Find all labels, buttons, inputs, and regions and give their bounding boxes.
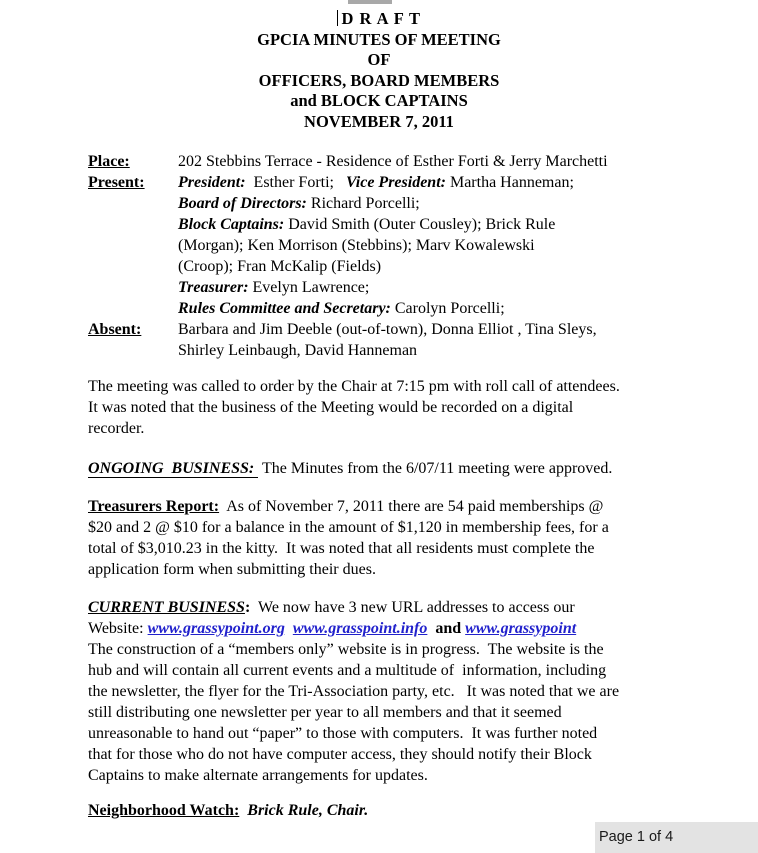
header-line: and BLOCK CAPTAINS <box>290 91 468 110</box>
ongoing-business-section <box>88 458 672 479</box>
present-list <box>178 172 672 319</box>
neighborhood-watch-heading: Neighborhood Watch: <box>88 802 240 819</box>
header-line: GPCIA MINUTES OF MEETING <box>257 29 501 49</box>
paragraph-line: still distributing one newsletter per year to all members and that it seemed <box>88 704 562 721</box>
ongoing-business-heading: ONGOING BUSINESS: <box>88 460 258 478</box>
call-to-order-paragraph <box>88 376 672 439</box>
paragraph-line: unreasonable to hand out “paper” to those with computers. It was further noted <box>88 725 598 742</box>
place-value: 202 Stebbins Terrace - Residence of Esther Forti & Jerry Marchetti <box>178 153 608 170</box>
paragraph-line: It was noted that the business of the Meeting would be recorded on a digital <box>88 399 574 416</box>
absent-line: Shirley Leinbaugh, David Hanneman <box>178 342 418 359</box>
treasurers-report-section: Treasurers Report: As of November 7, 2011 there are 54 paid memberships @ $20 and 2 @ $10 for a balance in the amount of $1,120 in membership fees, for a total of $3,010.23 in the kitty. It was noted that all residents must complete the application form when submitting their dues. <box>88 496 672 580</box>
page-number-label: Page 1 of 4 <box>599 829 674 845</box>
header-line: OFFICERS, BOARD MEMBERS <box>258 70 500 90</box>
website-links-line: Website: www.grassypoint.org www.grasspoint.info and www.grassypoint <box>88 620 577 637</box>
present-line: Block Captains: David Smith (Outer Cousley); Brick Rule <box>178 216 556 233</box>
present-label: Present: <box>88 174 145 191</box>
paragraph-line: that for those who do not have computer access, they should notify their Block <box>88 746 592 763</box>
link-grassypoint[interactable]: www.grassypoint <box>465 620 577 637</box>
neighborhood-watch-chair: Brick Rule, Chair. <box>239 802 369 819</box>
present-line: (Morgan); Ken Morrison (Stebbins); Marv Kowalewski <box>178 237 535 254</box>
paragraph-line: the newsletter, the flyer for the Tri-Association party, etc. It was noted that we are <box>88 683 620 700</box>
current-business-heading: CURRENT BUSINESS <box>88 599 245 616</box>
page-number-footer <box>595 822 758 853</box>
absent-list <box>178 319 672 361</box>
present-line: (Croop); Fran McKalip (Fields) <box>178 258 382 275</box>
paragraph-line: The construction of a “members only” website is in progress. The website is the <box>88 641 604 658</box>
paragraph-line: hub and will contain all current events and a multitude of information, including <box>88 662 607 679</box>
top-edge-artifact <box>348 0 392 4</box>
header-line: OF <box>367 50 391 69</box>
present-line: Treasurer: Evelyn Lawrence; <box>178 279 370 296</box>
present-line: Rules Committee and Secretary: Carolyn Porcelli; <box>178 300 505 317</box>
neighborhood-watch-section <box>88 800 672 821</box>
text-caret <box>337 10 339 26</box>
paragraph-line: application form when submitting their dues. <box>88 561 376 578</box>
document-header <box>0 0 758 132</box>
paragraph-line: $20 and 2 @ $10 for a balance in the amount of $1,120 in membership fees, for a <box>88 519 609 536</box>
treasurers-report-heading: Treasurers Report: <box>88 498 220 515</box>
header-line: NOVEMBER 7, 2011 <box>304 111 454 131</box>
paragraph-line: total of $3,010.23 in the kitty. It was noted that all residents must complete the <box>88 540 595 557</box>
link-grassypoint-org[interactable]: www.grassypoint.org <box>147 620 285 637</box>
ongoing-business-text: The Minutes from the 6/07/11 meeting were approved. <box>258 460 613 477</box>
draft-title <box>0 9 758 30</box>
paragraph-line: The meeting was called to order by the Chair at 7:15 pm with roll call of attendees. <box>88 378 620 395</box>
absent-line: Barbara and Jim Deeble (out-of-town), Donna Elliot , Tina Sleys, <box>178 321 597 338</box>
paragraph-line: recorder. <box>88 420 145 437</box>
place-label: Place: <box>88 153 130 170</box>
present-line: President: Esther Forti; Vice President: Martha Hanneman; <box>178 174 574 191</box>
link-grasspoint-info[interactable]: www.grasspoint.info <box>292 620 428 637</box>
absent-label: Absent: <box>88 321 142 338</box>
present-line: Board of Directors: Richard Porcelli; <box>178 195 420 212</box>
attendance-section <box>88 151 672 361</box>
paragraph-line: Captains to make alternate arrangements for updates. <box>88 767 428 784</box>
current-business-section: CURRENT BUSINESS: We now have 3 new URL addresses to access our Website: www.grassypoint.org www.grasspoint.info and www.grassypoint The construction of a “members only” website is in progress. The website is the hub and will contain all current events and a multitude of information, including the newsletter, the flyer for the Tri-Association party, etc. It was noted that we are still distributing one newsletter per year to all members and that it seemed unreasonable to hand out “paper” to those with computers. It was further noted that for those who do not have computer access, they should notify their Block Captains to make alternate arrangements for updates. <box>88 597 672 786</box>
header-line: D R A F T <box>341 9 422 28</box>
